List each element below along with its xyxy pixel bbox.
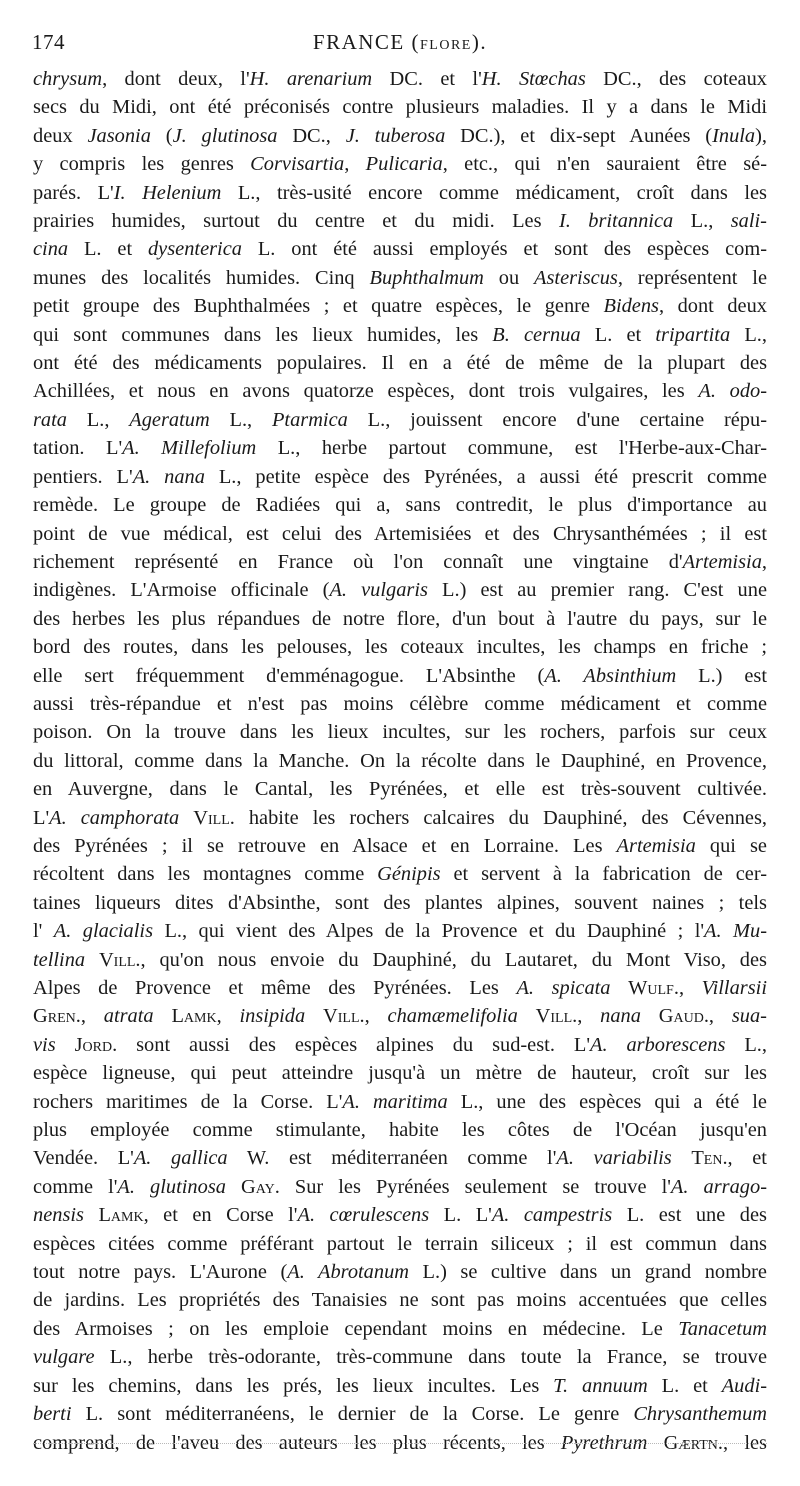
- text-line: tellina Vill., qu'on nous envoie du Dauphiné, du Lautaret, du Mont Viso, des: [33, 948, 767, 971]
- page-number: 174: [32, 30, 65, 54]
- text-line: nensis Lamk, et en Corse l'A. cœrulescens L. L'A. campestris L. est une des: [33, 1204, 767, 1227]
- text-line: vulgare L., herbe très-odorante, très-commune dans toute la France, se trouve: [33, 1346, 767, 1369]
- text-line: elle sert fréquemment d'emménagogue. L'Absinthe (A. Absinthium L.) est: [33, 664, 767, 687]
- text-line: vis Jord. sont aussi des espèces alpines du sud-est. L'A. arborescens L.,: [33, 1033, 767, 1056]
- text-line: rochers maritimes de la Corse. L'A. maritima L., une des espèces qui a été le: [33, 1090, 767, 1113]
- text-line: récoltent dans les montagnes comme Génipis et servent à la fabrication de cer-: [33, 863, 767, 886]
- text-line: tout notre pays. L'Aurone (A. Abrotanum L.) se cultive dans un grand nombre: [33, 1261, 767, 1284]
- text-line: de jardins. Les propriétés des Tanaisies ne sont pas moins accentuées que celles: [33, 1289, 767, 1312]
- text-line: des Pyrénées ; il se retrouve en Alsace et en Lorraine. Les Artemisia qui se: [33, 834, 767, 857]
- running-head-close: ).: [471, 30, 488, 54]
- text-line: point de vue médical, est celui des Artemisiées et des Chrysanthémées ; il est: [33, 522, 767, 545]
- text-line: l' A. glacialis L., qui vient des Alpes de la Provence et du Dauphiné ; l'A. Mu-: [33, 920, 767, 943]
- footer-rule: [33, 1443, 767, 1444]
- text-line: poison. On la trouve dans les lieux incultes, sur les rochers, parfois sur ceux: [33, 721, 767, 744]
- text-line: richement représenté en France où l'on connaît une vingtaine d'Artemisia,: [33, 550, 767, 573]
- text-line: indigènes. L'Armoise officinale (A. vulgaris L.) est au premier rang. C'est une: [33, 579, 767, 602]
- text-line: Alpes de Provence et même des Pyrénées. Les A. spicata Wulf., Villarsii: [33, 977, 767, 999]
- text-line: des herbes les plus répandues de notre flore, d'un bout à l'autre du pays, sur le: [33, 607, 767, 630]
- text-line: espèces citées comme préférant partout le terrain siliceux ; il est commun dans: [33, 1232, 767, 1255]
- running-head-subtitle: FLORE: [420, 38, 472, 53]
- text-line: sur les chemins, dans les prés, les lieux incultes. Les T. annuum L. et Audi-: [33, 1374, 767, 1397]
- running-head: [0, 30, 800, 55]
- text-line: petit groupe des Buphthalmées ; et quatre espèces, le genre Bidens, dont deux: [33, 295, 767, 318]
- text-line: munes des localités humides. Cinq Buphthalmum ou Asteriscus, représentent le: [33, 266, 767, 289]
- text-line: comme l'A. glutinosa Gay. Sur les Pyrénées seulement se trouve l'A. arrago-: [33, 1175, 767, 1198]
- text-line: tation. L'A. Millefolium L., herbe partout commune, est l'Herbe-aux-Char-: [33, 437, 767, 460]
- text-line: secs du Midi, ont été préconisés contre plusieurs maladies. Il y a dans le Midi: [33, 96, 767, 119]
- text-line: des Armoises ; on les emploie cependant moins en médecine. Le Tanacetum: [33, 1317, 767, 1340]
- text-line: aussi très-répandue et n'est pas moins célèbre comme médicament et comme: [33, 692, 767, 715]
- text-line: bord des routes, dans les pelouses, les coteaux incultes, les champs en friche ;: [33, 636, 767, 659]
- text-line: Vendée. L'A. gallica W. est méditerranéen comme l'A. variabilis Ten., et: [33, 1147, 767, 1170]
- text-line: cina L. et dysenterica L. ont été aussi employés et sont des espèces com-: [33, 238, 767, 261]
- text-line: plus employée comme stimulante, habite les côtes de l'Océan jusqu'en: [33, 1119, 767, 1142]
- text-line: berti L. sont méditerranéens, le dernier de la Corse. Le genre Chrysanthemum: [33, 1403, 767, 1426]
- body-text: [33, 65, 767, 1457]
- running-head-title: FRANCE (: [312, 30, 420, 54]
- text-line: y compris les genres Corvisartia, Pulicaria, etc., qui n'en sauraient être sé-: [33, 153, 767, 176]
- text-line: chrysum, dont deux, l'H. arenarium DC. et l'H. Stœchas DC., des coteaux: [33, 68, 767, 90]
- text-line: en Auvergne, dans le Cantal, les Pyrénées, et elle est très-souvent cultivée.: [33, 778, 767, 801]
- text-line: comprend, de l'aveu des auteurs les plus récents, les Pyrethrum Gærtn., les: [33, 1431, 767, 1454]
- text-line: ont été des médicaments populaires. Il en a été de même de la plupart des: [33, 352, 767, 375]
- text-line: remède. Le groupe de Radiées qui a, sans contredit, le plus d'importance au: [33, 494, 767, 517]
- text-line: qui sont communes dans les lieux humides, les B. cernua L. et tripartita L.,: [33, 323, 767, 346]
- text-line: taines liqueurs dites d'Absinthe, sont des plantes alpines, souvent naines ; tels: [33, 891, 767, 914]
- text-line: prairies humides, surtout du centre et du midi. Les I. britannica L., sali-: [33, 210, 767, 233]
- text-line: deux Jasonia (J. glutinosa DC., J. tuberosa DC.), et dix-sept Aunées (Inula),: [33, 124, 767, 147]
- text-line: du littoral, comme dans la Manche. On la récolte dans le Dauphiné, en Provence,: [33, 749, 767, 772]
- text-line: Gren., atrata Lamk, insipida Vill., chamæmelifolia Vill., nana Gaud., sua-: [33, 1005, 767, 1028]
- text-line: rata L., Ageratum L., Ptarmica L., jouissent encore d'une certaine répu-: [33, 408, 767, 431]
- text-line: parés. L'I. Helenium L., très-usité encore comme médicament, croît dans les: [33, 181, 767, 204]
- text-line: L'A. camphorata Vill. habite les rochers calcaires du Dauphiné, des Cévennes,: [33, 806, 767, 829]
- text-line: espèce ligneuse, qui peut atteindre jusqu'à un mètre de hauteur, croît sur les: [33, 1062, 767, 1085]
- text-line: pentiers. L'A. nana L., petite espèce des Pyrénées, a aussi été prescrit comme: [33, 465, 767, 488]
- text-line: Achillées, et nous en avons quatorze espèces, dont trois vulgaires, les A. odo-: [33, 380, 767, 403]
